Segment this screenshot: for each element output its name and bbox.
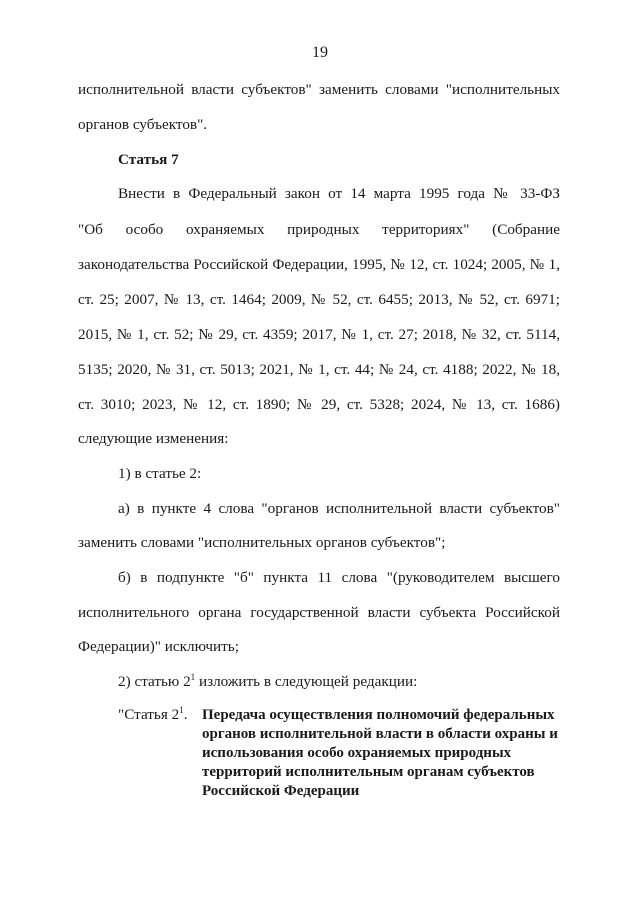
article-title-line: использования особо охраняемых природных: [202, 745, 512, 761]
text-line: ст. 25; 2007, № 13, ст. 1464; 2009, № 52, ст. 6455; 2013, № 52, ст. 6971;: [78, 291, 560, 308]
text-line: ст. 3010; 2023, № 12, ст. 1890; № 29, ст. 5328; 2024, № 13, ст. 1686): [78, 396, 560, 413]
article-title-line: Передача осуществления полномочий федеральных: [202, 707, 555, 723]
text-line: законодательства Российской Федерации, 1995, № 12, ст. 1024; 2005, № 1,: [78, 256, 560, 273]
article-title-line: Российской Федерации: [202, 783, 360, 799]
item2-prefix: 2) статью 2: [118, 673, 191, 690]
text-line: Федерации)" исключить;: [78, 638, 239, 655]
text-line: исполнительной власти субъектов" заменить словами "исполнительных: [78, 81, 560, 98]
article-title-line: территорий исполнительным органам субъектов: [202, 764, 535, 780]
article-label-sup: 1: [179, 704, 184, 715]
text-line: 2015, № 1, ст. 52; № 29, ст. 4359; 2017, № 1, ст. 27; 2018, № 32, ст. 5114,: [78, 326, 560, 343]
article-label-suffix: .: [183, 706, 188, 723]
item2-suffix: изложить в следующей редакции:: [195, 673, 418, 690]
article-title: [202, 706, 582, 801]
list-item-2: [118, 672, 560, 692]
sub-item-a: а) в пункте 4 слова "органов исполнительной власти субъектов": [118, 500, 560, 517]
text-line: следующие изменения:: [78, 430, 229, 447]
text-line: "Об особо охраняемых природных территориях" (Собрание: [78, 221, 560, 238]
list-item-1: 1) в статье 2:: [118, 465, 202, 482]
text-line: органов субъектов".: [78, 116, 208, 133]
text-line: исполнительного органа государственной власти субъекта Российской: [78, 604, 560, 621]
text-line: Внести в Федеральный закон от 14 марта 1995 года № 33-ФЗ: [118, 185, 560, 202]
article-label: [118, 706, 188, 724]
page-number: 19: [312, 44, 328, 61]
text-line: 5135; 2020, № 31, ст. 5013; 2021, № 1, ст. 44; № 24, ст. 4188; 2022, № 18,: [78, 361, 560, 378]
article-heading: Статья 7: [118, 151, 179, 168]
sub-item-b: б) в подпункте "б" пункта 11 слова "(руководителем высшего: [118, 569, 560, 586]
item2-sup: 1: [190, 671, 196, 682]
article-title-line: органов исполнительной власти в области охраны и: [202, 726, 558, 742]
article-label-prefix: "Статья 2: [118, 706, 180, 723]
text-line: заменить словами "исполнительных органов субъектов";: [78, 534, 446, 551]
